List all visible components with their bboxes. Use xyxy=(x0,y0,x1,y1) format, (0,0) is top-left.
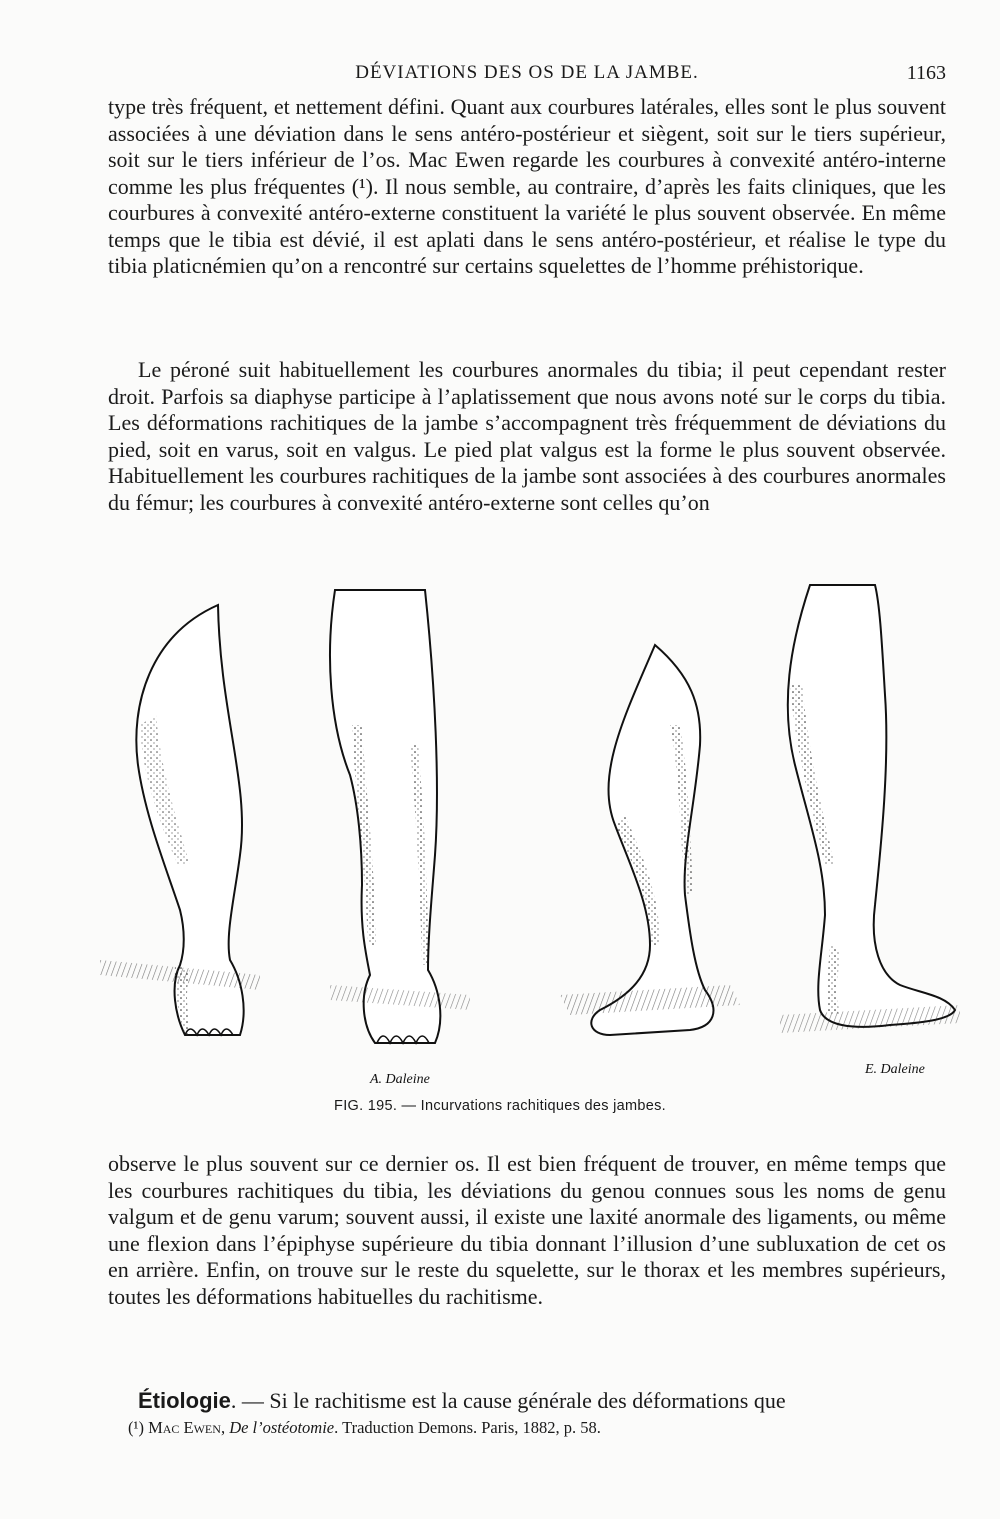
footnote: (¹) Mac Ewen, De l’ostéotomie. Traduction Demons. Paris, 1882, p. 58. xyxy=(128,1418,601,1437)
leg-1-drawing xyxy=(100,605,260,1035)
footnote-marker: (¹) xyxy=(128,1418,144,1437)
page-number: 1163 xyxy=(906,62,946,84)
running-head xyxy=(108,58,946,92)
paragraph-4-text: . — Si le rachitisme est la cause générale des déformations que xyxy=(230,1388,786,1413)
footnote-author: Mac Ewen xyxy=(148,1418,221,1437)
paragraph-3: observe le plus souvent sur ce dernier os. Il est bien fréquent de trouver, en même temps que les courbures rachitiques du tibia, les déviations du genou connues sous les noms de genu valgum et de genu varum; souvent aussi, il existe une laxité anormale des ligaments, ou même une flexion dans l’épiphyse supérieure du tibia donnant l’illusion d’une subluxation de cet os en arrière. Enfin, on trouve sur le reste du squelette, sur le thorax et les membres supérieurs, toutes les déformations habituelles du rachitisme. xyxy=(108,1151,946,1309)
legs-engraving xyxy=(90,565,960,1100)
leg-3-drawing xyxy=(560,645,740,1035)
leg-2-drawing xyxy=(330,590,470,1043)
footnote-rest: . Traduction Demons. Paris, 1882, p. 58. xyxy=(334,1418,601,1437)
figure-caption: FIG. 195. — Incurvations rachitiques des jambes. xyxy=(334,1098,666,1114)
section-heading-etiologie: Étiologie xyxy=(138,1388,231,1413)
figure-legs-illustration xyxy=(90,565,960,1100)
paragraph-1: type très fréquent, et nettement défini. Quant aux courbures latérales, elles sont le plus souvent associées à une déviation dans le sens antéro-postérieur et siègent, soit sur le tiers supérieur, soit sur le tiers inférieur de l’os. Mac Ewen regarde les courbures à convexité antéro-interne comme les plus fréquentes (¹). Il nous semble, au contraire, d’après les faits cliniques, que les courbures à convexité antéro-externe constituent la variété le plus souvent observée. En même temps que le tibia est dévié, il est aplati dans le sens antéro-postérieur, et réalise le type du tibia platicnémien qu’on a rencontré sur certains squelettes de l’homme préhistorique. xyxy=(108,94,946,278)
footnote-title: De l’ostéotomie xyxy=(229,1418,335,1437)
signature-left: A. Daleine xyxy=(370,1072,430,1087)
paragraph-2: Le péroné suit habituellement les courbures anormales du tibia; il peut cependant rester droit. Parfois sa diaphyse participe à l’aplatissement que nous avons noté sur le corps du tibia. Les déformations rachitiques de la jambe s’accompagnent très fréquemment de déviations du pied, soit en varus, soit en valgus. Le pied plat valgus est la forme le plus souvent observée. Habituellement les courbures rachitiques de la jambe sont associées à des courbures anormales du fémur; les courbures à convexité antéro-externe sont celles qu’on xyxy=(108,357,946,515)
paragraph-4 xyxy=(108,1388,946,1415)
running-title: DÉVIATIONS DES OS DE LA JAMBE. xyxy=(355,62,699,83)
leg-4-drawing xyxy=(780,585,960,1033)
signature-right: E. Daleine xyxy=(865,1062,925,1077)
